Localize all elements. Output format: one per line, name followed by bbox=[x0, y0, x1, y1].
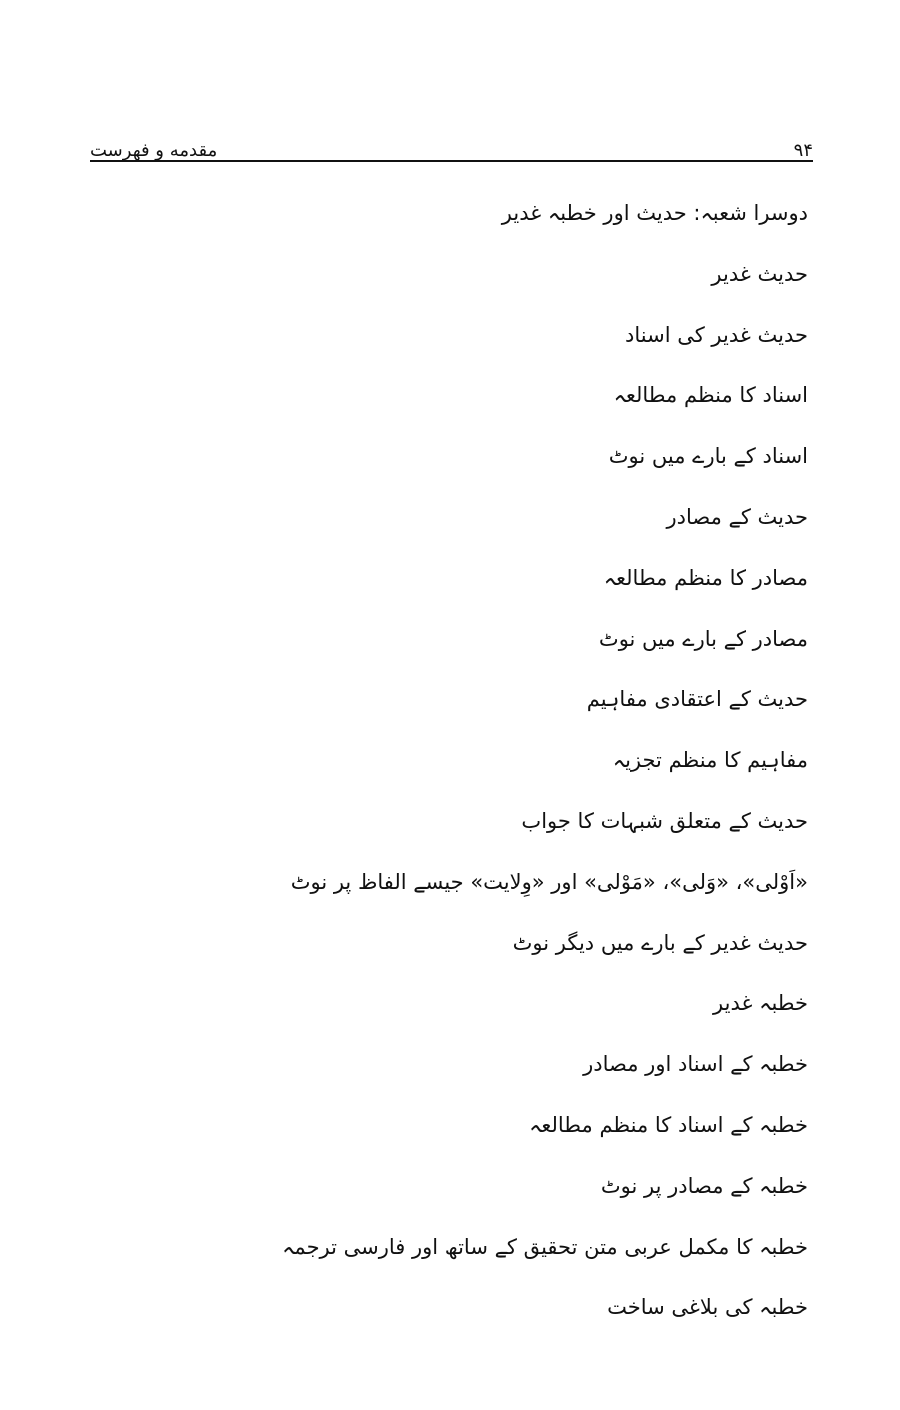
toc-item: حدیث غدیر کی اسناد bbox=[625, 322, 808, 347]
toc-item: حدیث کے اعتقادی مفاہیم bbox=[586, 687, 808, 712]
toc-item: مصادر کا منظم مطالعہ bbox=[603, 565, 808, 590]
toc-item: خطبہ کے اسناد کا منظم مطالعہ bbox=[529, 1112, 808, 1137]
toc-item: «اَوْلی»، «وَلی»، «مَوْلی» اور «وِلایت» جیسے الفاظ پر نوٹ bbox=[290, 869, 808, 894]
table-of-contents bbox=[168, 195, 808, 1350]
toc-item: خطبہ غدیر bbox=[713, 991, 808, 1016]
toc-item: اسناد کا منظم مطالعہ bbox=[613, 383, 808, 408]
toc-item: مفاہیم کا منظم تجزیہ bbox=[612, 748, 808, 773]
toc-item: حدیث کے مصادر bbox=[666, 504, 808, 529]
toc-item: حدیث غدیر کے بارے میں دیگر نوٹ bbox=[512, 930, 808, 955]
header-divider bbox=[90, 160, 813, 162]
toc-item: مصادر کے بارے میں نوٹ bbox=[598, 626, 808, 651]
toc-item: خطبہ کے اسناد اور مصادر bbox=[583, 1052, 808, 1077]
toc-item: خطبہ کے مصادر پر نوٹ bbox=[600, 1173, 808, 1198]
toc-item: حدیث کے متعلق شبہات کا جواب bbox=[521, 808, 808, 833]
toc-item: خطبہ کا مکمل عربی متن تحقیق کے ساتھ اور فارسی ترجمہ bbox=[282, 1234, 808, 1259]
page-number: ۹۴ bbox=[793, 140, 813, 161]
toc-item: حدیث غدیر bbox=[711, 261, 808, 286]
running-header bbox=[90, 134, 813, 162]
section-title: مقدمه و فهرست bbox=[90, 140, 218, 161]
toc-item: اسناد کے بارے میں نوٹ bbox=[608, 444, 808, 469]
toc-item: خطبہ کی بلاغی ساخت bbox=[607, 1295, 808, 1320]
toc-item: دوسرا شعبہ: حدیث اور خطبہ غدیر bbox=[501, 201, 808, 225]
